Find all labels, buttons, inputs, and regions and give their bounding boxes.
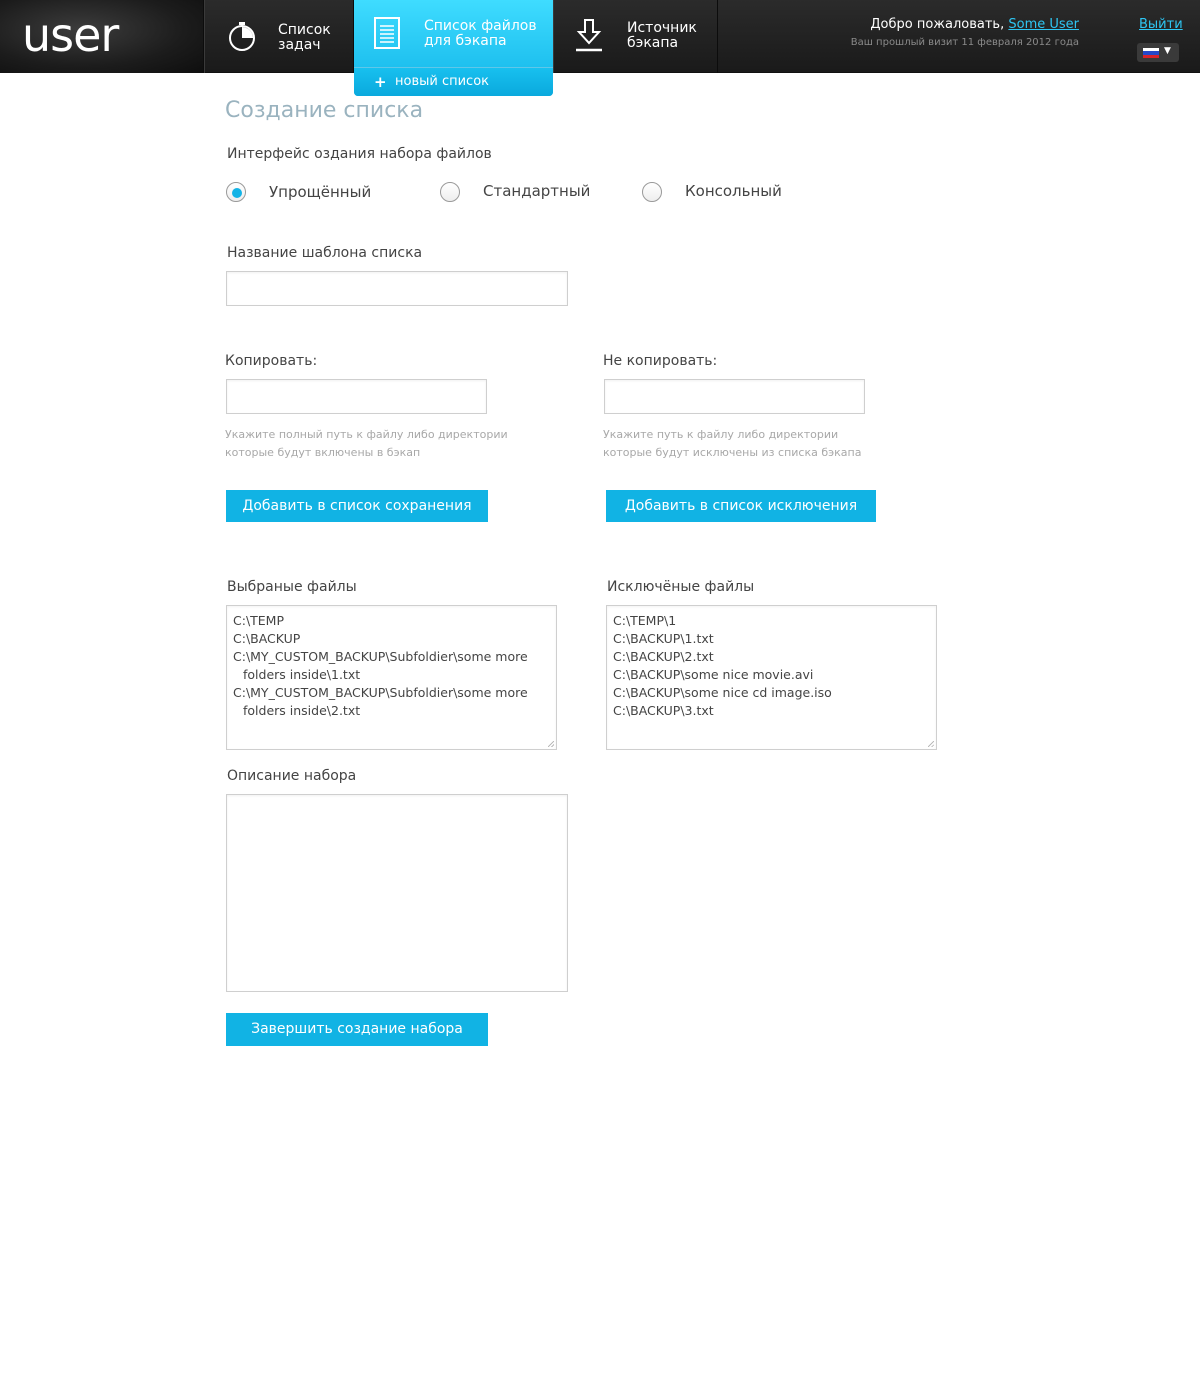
welcome-text: Добро пожаловать, <box>870 17 1005 32</box>
last-visit-text: Ваш прошлый визит 11 февраля 2012 года <box>850 37 1079 48</box>
no-copy-hint: Укажите путь к файлу либо директории которые будут исключены из списка бэкапа <box>603 428 862 459</box>
nav-backup-source-label: Источник бэкапа <box>627 20 697 51</box>
selected-files-label: Выбраные файлы <box>227 579 357 595</box>
list-item[interactable]: C:\BACKUP\2.txt <box>613 649 714 664</box>
nav-backup-file-list-label: Список файлов для бэкапа <box>424 18 537 49</box>
add-to-save-list-button[interactable]: Добавить в список сохранения <box>226 490 488 522</box>
chevron-down-icon: ▼ <box>1164 46 1171 56</box>
selected-files-list[interactable] <box>226 605 557 750</box>
logo-text: user <box>22 8 119 62</box>
no-copy-label: Не копировать: <box>603 353 718 369</box>
nav-backup-file-list[interactable] <box>354 0 553 96</box>
list-item[interactable]: C:\MY_CUSTOM_BACKUP\Subfoldier\some more folders inside\2.txt <box>233 685 528 718</box>
list-item[interactable]: C:\BACKUP <box>233 631 301 646</box>
radio-selected-dot <box>232 188 242 198</box>
radio-circle[interactable] <box>440 182 460 202</box>
radio-circle[interactable] <box>226 182 246 202</box>
description-label: Описание набора <box>227 768 357 784</box>
username-link[interactable]: Some User <box>1008 17 1079 32</box>
template-name-label: Название шаблона списка <box>227 245 423 261</box>
list-item[interactable]: C:\BACKUP\some nice movie.avi <box>613 667 814 682</box>
new-list-link[interactable] <box>354 67 553 96</box>
list-item[interactable]: C:\TEMP\1 <box>613 613 677 628</box>
plus-icon: + <box>374 73 387 91</box>
russian-flag-icon <box>1143 48 1159 58</box>
list-item[interactable]: C:\MY_CUSTOM_BACKUP\Subfoldier\some more folders inside\1.txt <box>233 649 528 682</box>
radio-standard-label: Стандартный <box>483 182 591 200</box>
radio-simplified-label: Упрощённый <box>269 183 372 201</box>
new-list-label: новый список <box>395 74 490 89</box>
finish-set-button[interactable]: Завершить создание набора <box>226 1013 488 1046</box>
add-to-exclude-list-button[interactable]: Добавить в список исключения <box>606 490 876 522</box>
list-item[interactable]: C:\BACKUP\1.txt <box>613 631 714 646</box>
excluded-files-label: Исключёные файлы <box>607 579 755 595</box>
template-name-input[interactable] <box>226 271 568 306</box>
top-navigation-bar <box>0 0 1200 91</box>
list-item[interactable]: C:\BACKUP\some nice cd image.iso <box>613 685 832 700</box>
download-icon <box>574 19 604 57</box>
copy-label: Копировать: <box>225 353 318 369</box>
nav-backup-source[interactable] <box>553 0 718 73</box>
radio-circle[interactable] <box>642 182 662 202</box>
document-icon <box>374 17 400 53</box>
nav-task-list[interactable] <box>204 0 354 73</box>
logout-link[interactable]: Выйти <box>1139 17 1183 32</box>
excluded-files-list[interactable] <box>606 605 937 750</box>
copy-path-input[interactable] <box>226 379 487 414</box>
resize-grip-icon[interactable] <box>928 741 934 747</box>
copy-hint: Укажите полный путь к файлу либо директории которые будут включены в бэкап <box>225 428 508 459</box>
language-selector[interactable] <box>1137 43 1179 62</box>
stopwatch-icon <box>227 20 257 56</box>
radio-console-label: Консольный <box>685 182 782 200</box>
interface-mode-label: Интерфейс оздания набора файлов <box>227 146 492 162</box>
page-title: Создание списка <box>225 98 424 123</box>
description-textarea[interactable] <box>226 794 568 992</box>
nav-task-list-label: Список задач <box>278 22 331 53</box>
list-item[interactable]: C:\BACKUP\3.txt <box>613 703 714 718</box>
no-copy-path-input[interactable] <box>604 379 865 414</box>
welcome-block <box>851 17 1079 48</box>
logo[interactable] <box>0 0 204 73</box>
welcome-line <box>851 17 1079 32</box>
list-item[interactable]: C:\TEMP <box>233 613 285 628</box>
resize-grip-icon[interactable] <box>548 741 554 747</box>
